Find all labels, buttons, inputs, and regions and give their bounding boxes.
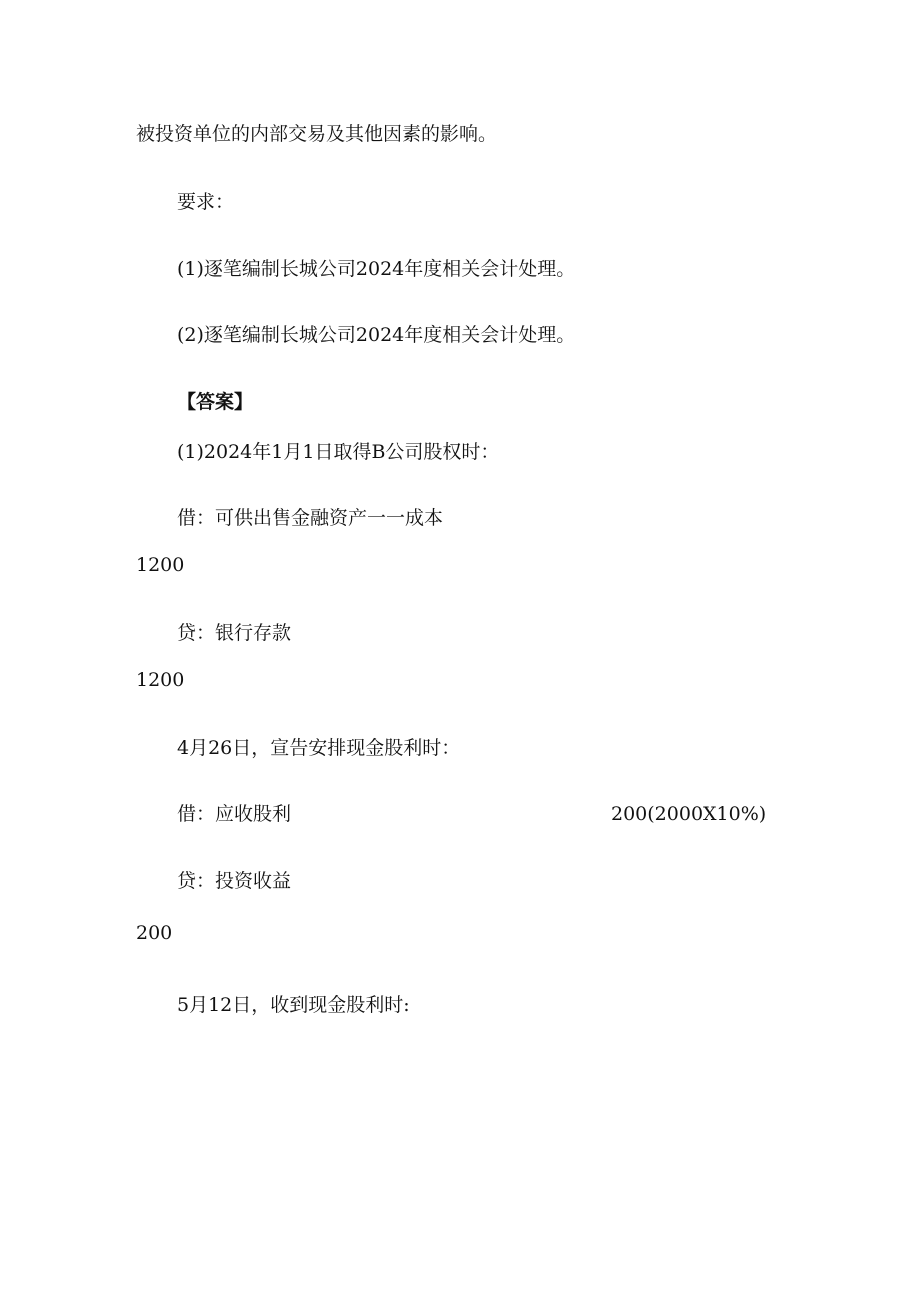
journal-amount: 1200 bbox=[136, 669, 185, 691]
journal-amount: 1200 bbox=[136, 554, 185, 576]
text-line-requirements-heading: 要求： bbox=[177, 191, 235, 213]
answer-heading: 【答案】 bbox=[177, 391, 254, 413]
text-line-requirement-1: (1)逐笔编制长城公司2024年度相关会计处理。 bbox=[177, 258, 576, 280]
text-line-dividend-received: 5月12日，收到现金股利时: bbox=[177, 994, 410, 1016]
journal-credit-line: 贷：投资收益 bbox=[177, 870, 292, 892]
text-line-dividend-declared: 4月26日，宣告安排现金股利时： bbox=[177, 737, 461, 759]
text-line-requirement-2: (2)逐笔编制长城公司2024年度相关会计处理。 bbox=[177, 324, 576, 346]
text-line-answer-1: (1)2024年1月1日取得B公司股权时： bbox=[177, 441, 500, 463]
journal-credit-line: 贷：银行存款 bbox=[177, 622, 292, 644]
journal-debit-line: 借：可供出售金融资产一一成本 bbox=[177, 507, 444, 529]
journal-debit-line: 借：应收股利 bbox=[177, 803, 292, 825]
journal-amount: 200(2000X10%) bbox=[611, 803, 767, 825]
journal-amount: 200 bbox=[136, 922, 173, 944]
text-line-intro: 被投资单位的内部交易及其他因素的影响。 bbox=[136, 123, 498, 145]
